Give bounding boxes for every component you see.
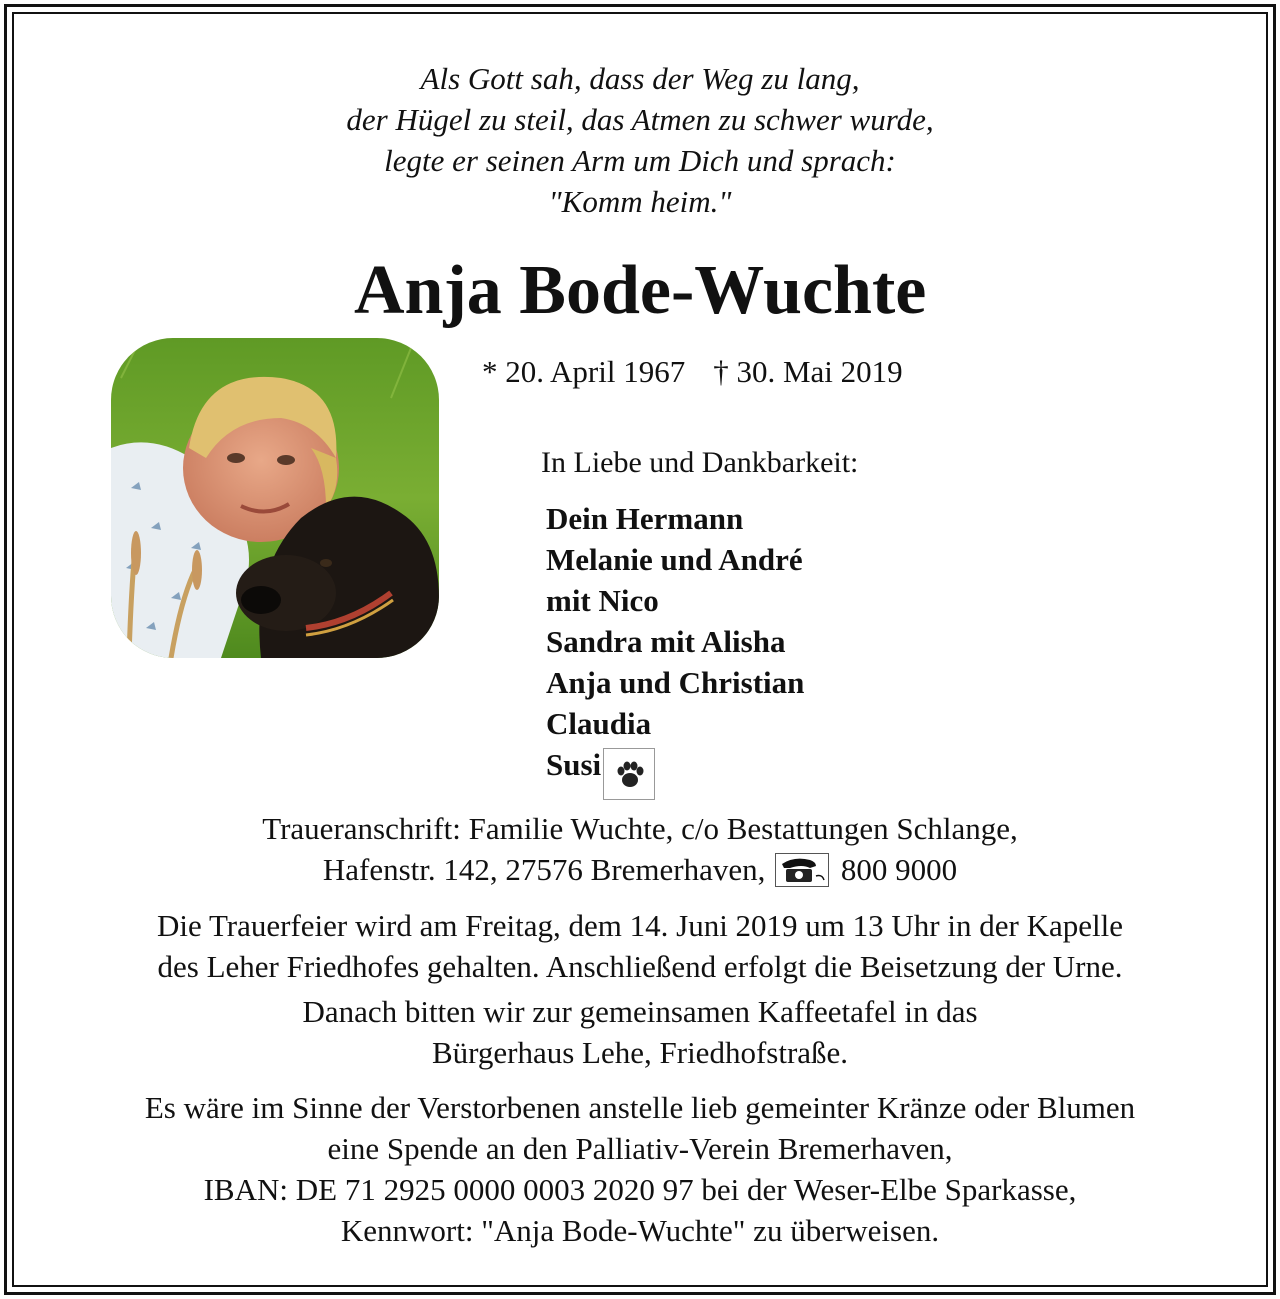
mourner-name: mit Nico bbox=[546, 583, 659, 618]
donation-line: IBAN: DE 71 2925 0000 0003 2020 97 bei der Weser-Elbe Sparkasse, bbox=[203, 1172, 1077, 1207]
mourner-name: Claudia bbox=[546, 706, 652, 741]
address-street: Hafenstr. 142, 27576 Bremerhaven, bbox=[322, 852, 766, 887]
poem-line: legte er seinen Arm um Dich und sprach: bbox=[384, 143, 896, 178]
mourner-name: Sandra mit Alisha bbox=[546, 624, 786, 659]
poem-line: "Komm heim." bbox=[548, 184, 732, 219]
ceremony-info bbox=[0, 905, 1280, 1073]
mourner-name: Melanie und André bbox=[546, 542, 803, 577]
mourners-list bbox=[546, 498, 804, 800]
portrait-photo bbox=[111, 338, 439, 658]
poem-line: der Hügel zu steil, das Atmen zu schwer wurde, bbox=[346, 102, 934, 137]
mourning-address bbox=[0, 808, 1280, 890]
mourner-name: Dein Hermann bbox=[546, 501, 744, 536]
mourner-name: Anja und Christian bbox=[546, 665, 805, 700]
mourners-intro: In Liebe und Dankbarkeit: bbox=[541, 446, 859, 479]
poem-line: Als Gott sah, dass der Weg zu lang, bbox=[420, 61, 860, 96]
address-line-2 bbox=[0, 849, 1280, 890]
ceremony-line: Bürgerhaus Lehe, Friedhofstraße. bbox=[431, 1035, 849, 1070]
donation-line: eine Spende an den Palliativ-Verein Bremerhaven, bbox=[327, 1131, 953, 1166]
deceased-name: Anja Bode-Wuchte bbox=[354, 252, 927, 329]
birth-date: * 20. April 1967 bbox=[482, 354, 686, 389]
life-dates bbox=[482, 352, 903, 392]
mourner-row-with-paw bbox=[546, 744, 804, 800]
phone-number: 800 9000 bbox=[840, 852, 958, 887]
paw-print-icon bbox=[603, 748, 655, 800]
donation-line: Kennwort: "Anja Bode-Wuchte" zu überweisen. bbox=[340, 1213, 940, 1248]
donation-info bbox=[0, 1087, 1280, 1251]
portrait-illustration bbox=[111, 338, 439, 658]
death-date: † 30. Mai 2019 bbox=[713, 354, 903, 389]
mourner-name: Susi bbox=[546, 747, 602, 782]
donation-line: Es wäre im Sinne der Verstorbenen anstelle lieb gemeinter Kränze oder Blumen bbox=[144, 1090, 1136, 1125]
poem bbox=[0, 58, 1280, 222]
ceremony-line: Danach bitten wir zur gemeinsamen Kaffeetafel in das bbox=[302, 994, 978, 1029]
address-line: Traueranschrift: Familie Wuchte, c/o Bestattungen Schlange, bbox=[262, 811, 1018, 846]
ceremony-line: des Leher Friedhofes gehalten. Anschließend erfolgt die Beisetzung der Urne. bbox=[157, 949, 1123, 984]
telephone-icon bbox=[775, 853, 829, 887]
ceremony-line: Die Trauerfeier wird am Freitag, dem 14. Juni 2019 um 13 Uhr in der Kapelle bbox=[157, 908, 1123, 943]
